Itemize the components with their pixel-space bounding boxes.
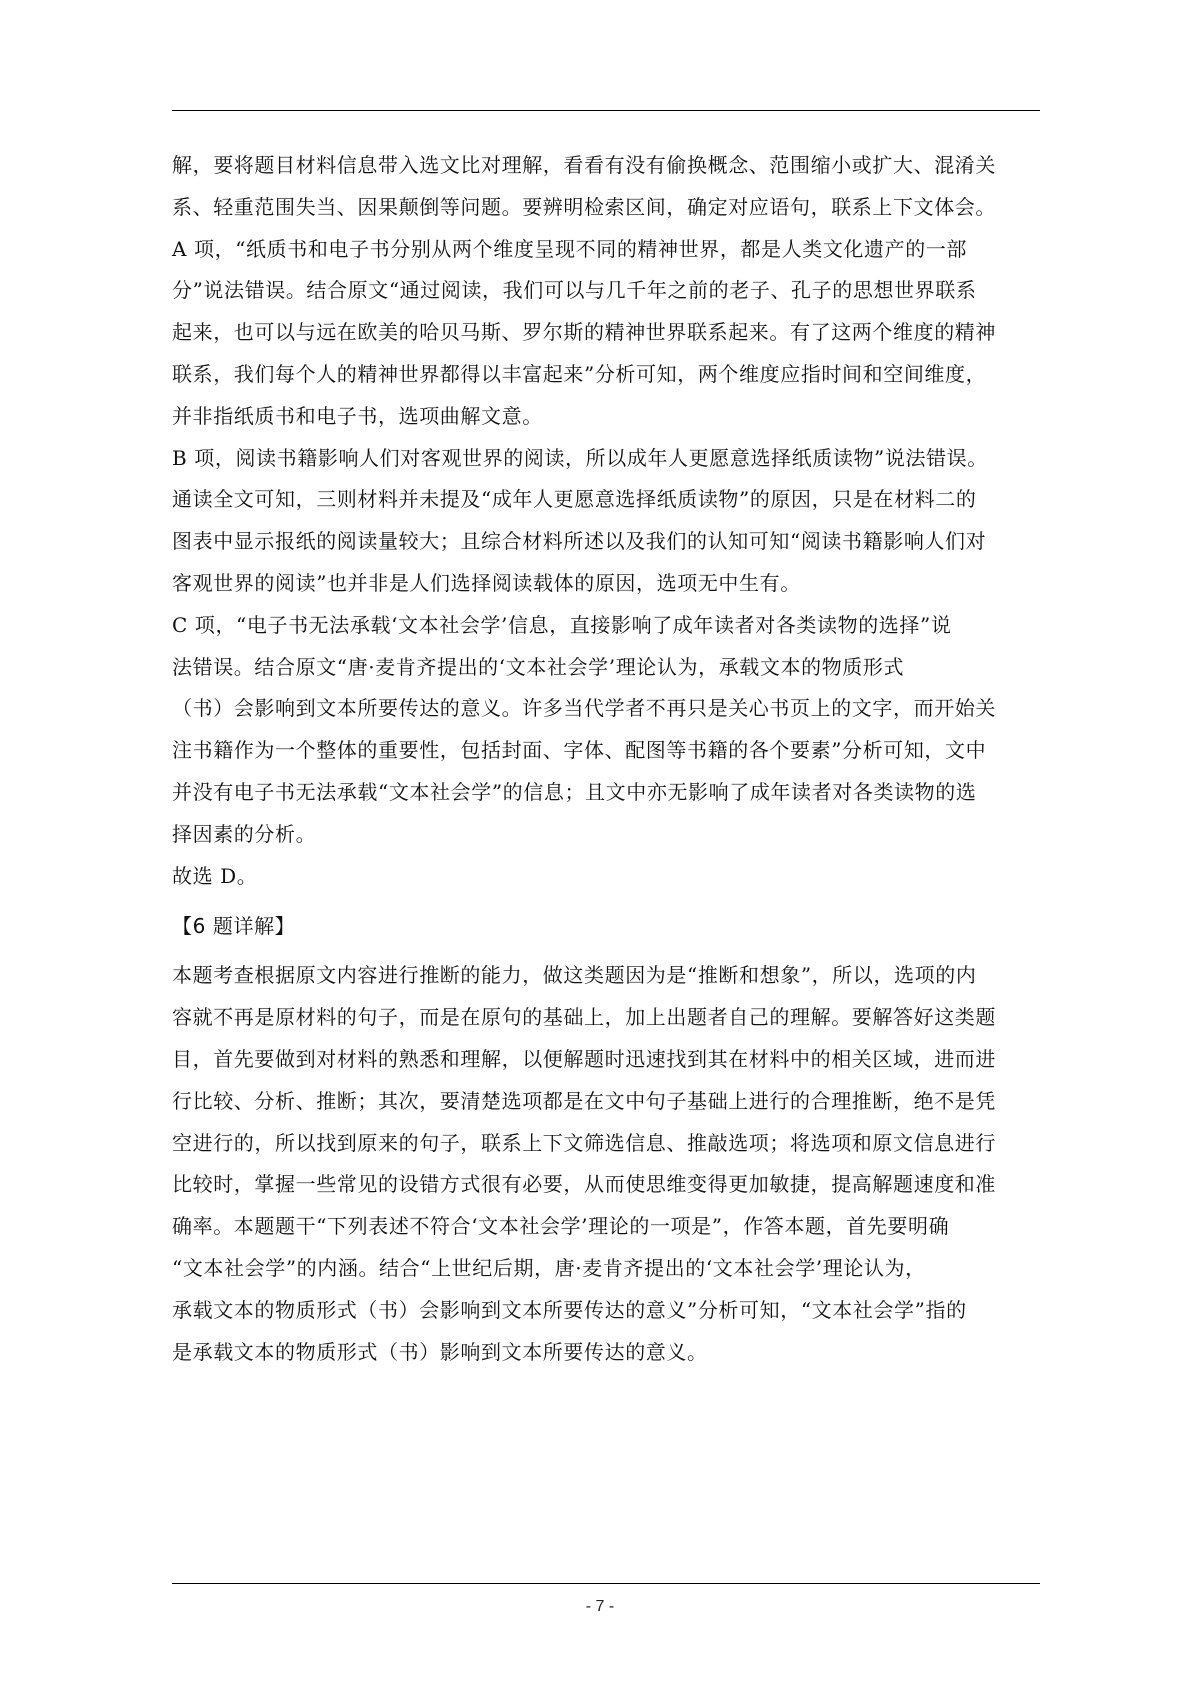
text-line: 择因素的分析。 (172, 821, 317, 846)
text-line: 注书籍作为一个整体的重要性，包括封面、字体、配图等书籍的各个要素”分析可知，文中 (172, 738, 987, 763)
text-line: 起来，也可以与远在欧美的哈贝马斯、罗尔斯的精神世界联系起来。有了这两个维度的精神 (172, 320, 996, 345)
text-line: 确率。本题题干“下列表述不符合‘文本社会学’理论的一项是”，作答本题，首先要明确 (172, 1214, 950, 1239)
text-line: A 项，“纸质书和电子书分别从两个维度呈现不同的精神世界，都是人类文化遗产的一部 (172, 236, 968, 261)
text-line: 系、轻重范围失当、因果颠倒等问题。要辨明检索区间，确定对应语句，联系上下文体会。 (172, 194, 996, 219)
text-line: B 项，阅读书籍影响人们对客观世界的阅读，所以成年人更愿意选择纸质读物”说法错误。 (172, 445, 988, 470)
text-line: 行比较、分析、推断；其次，要清楚选项都是在文中句子基础上进行的合理推断，绝不是凭 (172, 1088, 996, 1113)
text-line: 并非指纸质书和电子书，选项曲解文意。 (172, 403, 543, 428)
header-rule (172, 110, 1040, 111)
text-line: 承载文本的物质形式（书）会影响到文本所要传达的意义”分析可知，“文本社会学”指的 (172, 1297, 967, 1322)
answer-line: 故选 D。 (172, 863, 258, 888)
text-line: 法错误。结合原文“唐·麦肯齐提出的‘文本社会学’理论认为，承载文本的物质形式 (172, 654, 905, 679)
text-line: C 项，“电子书无法承载‘文本社会学’信息，直接影响了成年读者对各类读物的选择”说 (172, 612, 952, 637)
text-line: 容就不再是原材料的句子，而是在原句的基础上，加上出题者自己的理解。要解答好这类题 (172, 1005, 996, 1030)
footer-rule (172, 1583, 1040, 1584)
text-line: （书）会影响到文本所要传达的意义。许多当代学者不再只是关心书页上的文字，而开始关 (172, 696, 996, 721)
text-line: 联系，我们每个人的精神世界都得以丰富起来”分析可知，两个维度应指时间和空间维度， (172, 361, 987, 386)
text-line: 通读全文可知，三则材料并未提及“成年人更愿意选择纸质读物”的原因，只是在材料二的 (172, 487, 977, 512)
page-body (172, 145, 1042, 1373)
text-line: 客观世界的阅读”也并非是人们选择阅读载体的原因，选项无中生有。 (172, 570, 801, 595)
explanation-q6 (172, 955, 1042, 1373)
page-number: - 7 - (585, 1598, 615, 1615)
explanation-q5 (172, 145, 1042, 897)
text-line: 并没有电子书无法承载“文本社会学”的信息；且文中亦无影响了成年读者对各类读物的选 (172, 779, 977, 804)
section-title-q6: 【6 题详解】 (172, 914, 296, 939)
text-line: 分”说法错误。结合原文“通过阅读，我们可以与几千年之前的老子、孔子的思想世界联系 (172, 278, 977, 303)
text-line: 是承载文本的物质形式（书）影响到文本所要传达的意义。 (172, 1339, 708, 1364)
text-line: 空进行的，所以找到原来的句子，联系上下文筛选信息、推敲选项；将选项和原文信息进行 (172, 1130, 996, 1155)
text-line: “文本社会学”的内涵。结合“上世纪后期，唐·麦肯齐提出的‘文本社会学’理论认为， (172, 1255, 926, 1280)
text-line: 图表中显示报纸的阅读量较大；且综合材料所述以及我们的认知可知“阅读书籍影响人们对 (172, 529, 987, 554)
text-line: 解，要将题目材料信息带入选文比对理解，看看有没有偷换概念、范围缩小或扩大、混淆关 (172, 153, 996, 177)
text-line: 本题考查根据原文内容进行推断的能力，做这类题因为是“推断和想象”，所以，选项的内 (172, 963, 977, 988)
text-line: 目，首先要做到对材料的熟悉和理解，以便解题时迅速找到其在材料中的相关区域，进而进 (172, 1046, 996, 1071)
text-line: 比较时，掌握一些常见的设错方式很有必要，从而使思维变得更加敏捷，提高解题速度和准 (172, 1172, 996, 1197)
